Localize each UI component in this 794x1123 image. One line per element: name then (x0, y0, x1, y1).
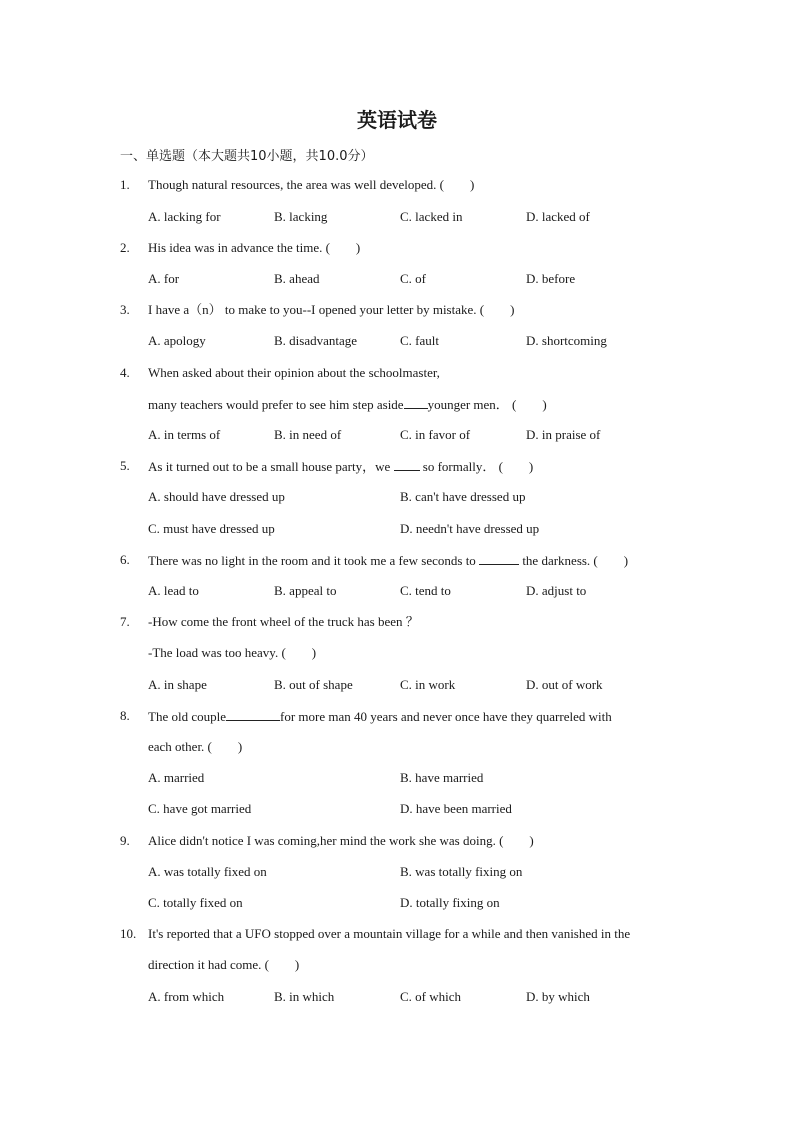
question-stem: His idea was in advance the time. ( ) (148, 240, 361, 255)
question-number: 3. (120, 302, 130, 317)
option-a[interactable]: A. in terms of (148, 427, 221, 442)
option-c[interactable]: C. of which (400, 989, 462, 1004)
option-a[interactable]: A. from which (148, 989, 225, 1004)
question-number: 9. (120, 833, 130, 848)
option-b[interactable]: B. can't have dressed up (400, 489, 526, 504)
question-number: 1. (120, 177, 130, 192)
question-number: 2. (120, 240, 130, 255)
option-b[interactable]: B. appeal to (274, 583, 337, 598)
page-title: 英语试卷 (357, 108, 437, 132)
question-number: 7. (120, 614, 130, 629)
option-d[interactable]: D. by which (526, 989, 590, 1004)
option-b[interactable]: B. in need of (274, 427, 342, 442)
question-stem: -How come the front wheel of the truck has been ？ (148, 614, 419, 629)
question-stem: When asked about their opinion about the schoolmaster, (148, 365, 440, 380)
option-a[interactable]: A. for (148, 271, 180, 286)
option-d[interactable]: D. needn't have dressed up (400, 521, 540, 536)
question-stem: Alice didn't notice I was coming,her mind the work she was doing. ( ) (148, 833, 534, 848)
option-a[interactable]: A. was totally fixed on (148, 864, 267, 879)
question-stem: It's reported that a UFO stopped over a mountain village for a while and then vanished in the (148, 926, 631, 941)
option-c[interactable]: C. of (400, 271, 426, 286)
option-b[interactable]: B. was totally fixing on (400, 864, 523, 879)
option-c[interactable]: C. in work (400, 677, 456, 692)
option-a[interactable]: A. married (148, 770, 205, 785)
option-d[interactable]: D. in praise of (526, 427, 601, 442)
option-d[interactable]: D. totally fixing on (400, 895, 500, 910)
question-stem: There was no light in the room and it took me a few seconds to the darkness. ( ) (148, 553, 629, 568)
option-b[interactable]: B. ahead (274, 271, 320, 286)
option-d[interactable]: D. adjust to (526, 583, 587, 598)
question-number: 6. (120, 552, 130, 567)
option-c[interactable]: C. tend to (400, 583, 451, 598)
option-a[interactable]: A. lacking for (148, 209, 221, 224)
answer-blank[interactable] (404, 396, 428, 409)
question-stem: The old couple for more man 40 years and never once have they quarreled with (148, 709, 612, 724)
option-b[interactable]: B. in which (274, 989, 335, 1004)
option-a[interactable]: A. apology (148, 333, 206, 348)
option-c[interactable]: C. in favor of (400, 427, 471, 442)
question-number: 4. (120, 365, 130, 380)
question-number: 8. (120, 708, 130, 723)
option-b[interactable]: B. have married (400, 770, 484, 785)
option-c[interactable]: C. have got married (148, 801, 252, 816)
question-number: 10. (120, 926, 137, 941)
option-d[interactable]: D. have been married (400, 801, 512, 816)
question-stem-line: many teachers would prefer to see him step aside younger men． ( ) (148, 397, 547, 412)
option-a[interactable]: A. should have dressed up (148, 489, 285, 504)
answer-blank[interactable] (226, 708, 280, 721)
option-d[interactable]: D. shortcoming (526, 333, 607, 348)
question-stem: Though natural resources, the area was well developed. ( ) (148, 177, 475, 192)
option-a[interactable]: A. lead to (148, 583, 199, 598)
question-stem-line: direction it had come. ( ) (148, 957, 300, 972)
question-stem-line: each other. ( ) (148, 739, 243, 754)
option-b[interactable]: B. lacking (274, 209, 328, 224)
option-c[interactable]: C. must have dressed up (148, 521, 275, 536)
option-d[interactable]: D. out of work (526, 677, 603, 692)
option-c[interactable]: C. fault (400, 333, 439, 348)
answer-blank[interactable] (479, 552, 519, 565)
option-c[interactable]: C. totally fixed on (148, 895, 243, 910)
question-stem-line: -The load was too heavy. ( ) (148, 645, 317, 660)
option-c[interactable]: C. lacked in (400, 209, 463, 224)
option-d[interactable]: D. lacked of (526, 209, 590, 224)
question-stem: I have a（n） to make to you--I opened your letter by mistake. ( ) (148, 302, 515, 317)
answer-blank[interactable] (394, 458, 420, 471)
question-number: 5. (120, 458, 130, 473)
option-b[interactable]: B. disadvantage (274, 333, 358, 348)
section-heading: 一、单选题（本大题共10小题，共10.0分） (120, 149, 374, 164)
option-b[interactable]: B. out of shape (274, 677, 353, 692)
question-stem: As it turned out to be a small house party，we so formally． ( ) (148, 459, 534, 474)
option-d[interactable]: D. before (526, 271, 576, 286)
option-a[interactable]: A. in shape (148, 677, 207, 692)
